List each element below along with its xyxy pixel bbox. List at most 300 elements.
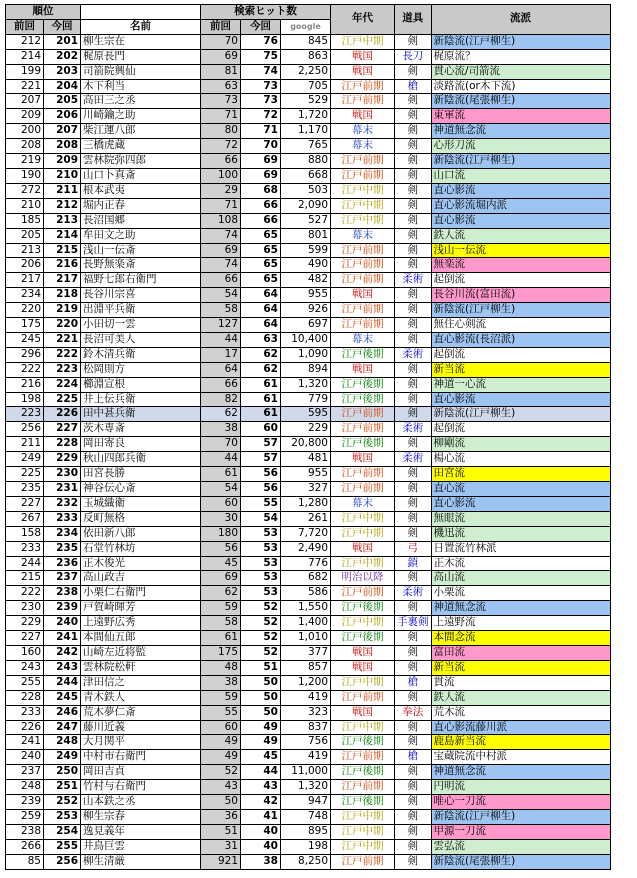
cell-google-hits: 261 [281,511,331,526]
table-row [6,273,611,288]
cell-name: 小栗仁右衛門 [81,586,201,601]
cell-school: 神道無念流 [431,765,610,780]
table-row [6,154,611,169]
cell-curr-rank: 222 [44,347,81,362]
cell-google-hits: 926 [281,303,331,318]
cell-curr-hits: 53 [241,571,281,586]
cell-school: 楊心流 [431,452,610,467]
cell-prev-rank: 226 [6,720,44,735]
cell-prev-rank: 211 [6,437,44,452]
cell-google-hits: 586 [281,586,331,601]
cell-era: 江戸後期 [331,735,395,750]
cell-prev-rank: 206 [6,258,44,273]
cell-weapon: 槍 [395,79,432,94]
cell-weapon: 拳法 [395,705,432,720]
cell-weapon: 剣 [395,64,432,79]
cell-google-hits: 229 [281,422,331,437]
cell-era: 江戸前期 [331,854,395,869]
cell-google-hits: 1,010 [281,631,331,646]
cell-school: 新陰流(尾張柳生) [431,854,610,869]
cell-prev-rank: 214 [6,49,44,64]
cell-name: 雲林院弥四郎 [81,154,201,169]
cell-name: 岡田寄良 [81,437,201,452]
cell-school: 無眼流 [431,511,610,526]
cell-google-hits: 198 [281,839,331,854]
table-row [6,511,611,526]
cell-prev-hits: 69 [201,49,241,64]
cell-prev-hits: 58 [201,303,241,318]
cell-prev-hits: 58 [201,616,241,631]
cell-era: 江戸後期 [331,392,395,407]
table-row [6,705,611,720]
cell-school: 新陰流(江戸柳生) [431,154,610,169]
cell-era: 江戸中期 [331,616,395,631]
cell-google-hits: 880 [281,154,331,169]
cell-name: 雲林院松軒 [81,660,201,675]
cell-weapon: 剣 [395,496,432,511]
cell-prev-rank: 199 [6,64,44,79]
cell-prev-hits: 38 [201,675,241,690]
cell-prev-hits: 56 [201,541,241,556]
cell-school: 無楽流 [431,258,610,273]
cell-curr-rank: 214 [44,228,81,243]
cell-curr-rank: 215 [44,243,81,258]
cell-google-hits: 857 [281,660,331,675]
cell-school: 荒木流 [431,705,610,720]
cell-prev-rank: 243 [6,660,44,675]
cell-school: 直心影流堀内派 [431,198,610,213]
cell-prev-rank: 237 [6,765,44,780]
cell-name: 山崎左近将監 [81,645,201,660]
cell-curr-hits: 55 [241,496,281,511]
cell-google-hits: 529 [281,94,331,109]
cell-prev-rank: 213 [6,243,44,258]
cell-curr-rank: 252 [44,795,81,810]
table-row [6,303,611,318]
cell-prev-hits: 74 [201,258,241,273]
cell-era: 江戸中期 [331,213,395,228]
cell-prev-hits: 71 [201,198,241,213]
cell-era: 江戸後期 [331,377,395,392]
cell-weapon: 剣 [395,109,432,124]
table-row [6,795,611,810]
cell-weapon: 剣 [395,809,432,824]
header-era: 年代 [331,5,395,35]
cell-era: 戦国 [331,705,395,720]
cell-curr-hits: 50 [241,705,281,720]
cell-name: 田宮長勝 [81,467,201,482]
cell-school: 新陰流(江戸柳生) [431,407,610,422]
cell-curr-rank: 239 [44,601,81,616]
cell-curr-rank: 247 [44,720,81,735]
cell-name: 柴江運八郎 [81,124,201,139]
cell-curr-hits: 73 [241,94,281,109]
table-row [6,407,611,422]
cell-school: 起倒流 [431,273,610,288]
cell-prev-hits: 60 [201,720,241,735]
cell-era: 江戸前期 [331,318,395,333]
cell-google-hits: 327 [281,482,331,497]
cell-curr-hits: 62 [241,347,281,362]
cell-curr-rank: 218 [44,288,81,303]
cell-prev-hits: 80 [201,124,241,139]
cell-prev-rank: 185 [6,213,44,228]
header-google: google [281,19,331,34]
cell-era: 江戸後期 [331,347,395,362]
cell-google-hits: 490 [281,258,331,273]
cell-curr-hits: 65 [241,258,281,273]
cell-google-hits: 668 [281,168,331,183]
cell-name: 青木鉄人 [81,690,201,705]
cell-name: 出淵平兵衛 [81,303,201,318]
cell-curr-rank: 202 [44,49,81,64]
cell-curr-hits: 43 [241,780,281,795]
cell-curr-hits: 56 [241,467,281,482]
cell-name: 竹村与右衛門 [81,780,201,795]
cell-era: 江戸後期 [331,437,395,452]
table-row [6,496,611,511]
cell-curr-hits: 53 [241,556,281,571]
cell-weapon: 剣 [395,124,432,139]
cell-google-hits: 779 [281,392,331,407]
cell-prev-rank: 245 [6,332,44,347]
cell-weapon: 剣 [395,511,432,526]
cell-google-hits: 20,800 [281,437,331,452]
cell-google-hits: 756 [281,735,331,750]
table-row [6,109,611,124]
cell-name: 田中甚兵衛 [81,407,201,422]
cell-weapon: 剣 [395,303,432,318]
cell-name: 高山政吉 [81,571,201,586]
cell-curr-rank: 212 [44,198,81,213]
cell-era: 江戸前期 [331,94,395,109]
cell-era: 江戸前期 [331,482,395,497]
cell-prev-hits: 100 [201,168,241,183]
cell-curr-rank: 229 [44,452,81,467]
cell-weapon: 剣 [395,258,432,273]
cell-school: 機迅流 [431,526,610,541]
cell-prev-hits: 81 [201,64,241,79]
cell-curr-rank: 244 [44,675,81,690]
cell-prev-hits: 82 [201,392,241,407]
cell-school: 直心影流 [431,183,610,198]
cell-prev-rank: 222 [6,362,44,377]
cell-prev-hits: 70 [201,437,241,452]
cell-curr-rank: 256 [44,854,81,869]
table-row [6,780,611,795]
cell-name: 牟田文之助 [81,228,201,243]
cell-weapon: 剣 [395,34,432,49]
cell-prev-rank: 233 [6,541,44,556]
cell-curr-rank: 242 [44,645,81,660]
cell-curr-rank: 232 [44,496,81,511]
cell-curr-rank: 211 [44,183,81,198]
cell-prev-rank: 256 [6,422,44,437]
table-row [6,228,611,243]
cell-name: 山口卜真斎 [81,168,201,183]
cell-prev-rank: 235 [6,482,44,497]
cell-school: 田宮流 [431,467,610,482]
cell-name: 高田三之丞 [81,94,201,109]
cell-school: 貫心流/司箭流 [431,64,610,79]
cell-school: 新当流 [431,362,610,377]
cell-school: 直心影流 [431,392,610,407]
cell-google-hits: 1,320 [281,780,331,795]
cell-curr-rank: 245 [44,690,81,705]
cell-google-hits: 1,400 [281,616,331,631]
cell-prev-hits: 51 [201,824,241,839]
cell-era: 幕末 [331,332,395,347]
table-row [6,720,611,735]
cell-google-hits: 419 [281,690,331,705]
cell-google-hits: 955 [281,467,331,482]
cell-curr-hits: 68 [241,183,281,198]
cell-prev-hits: 71 [201,109,241,124]
cell-prev-rank: 227 [6,631,44,646]
cell-era: 江戸中期 [331,511,395,526]
cell-school: 小栗流 [431,586,610,601]
cell-era: 江戸中期 [331,824,395,839]
cell-google-hits: 481 [281,452,331,467]
cell-prev-rank: 205 [6,228,44,243]
cell-name: 三橋虎蔵 [81,139,201,154]
cell-prev-rank: 267 [6,511,44,526]
cell-curr-rank: 230 [44,467,81,482]
cell-curr-hits: 45 [241,750,281,765]
cell-prev-hits: 50 [201,795,241,810]
header-curr-rank: 今回 [44,19,81,34]
cell-google-hits: 895 [281,824,331,839]
cell-curr-hits: 52 [241,601,281,616]
cell-curr-rank: 220 [44,318,81,333]
cell-weapon: 剣 [395,139,432,154]
cell-curr-rank: 203 [44,64,81,79]
cell-weapon: 剣 [395,154,432,169]
header-prev-hits: 前回 [201,19,241,34]
cell-curr-hits: 40 [241,824,281,839]
cell-name: 正木俊光 [81,556,201,571]
cell-era: 戦国 [331,49,395,64]
cell-weapon: 剣 [395,839,432,854]
cell-prev-hits: 17 [201,347,241,362]
cell-name: 藤川近義 [81,720,201,735]
cell-curr-hits: 73 [241,79,281,94]
cell-curr-hits: 52 [241,631,281,646]
cell-name: 井鳥巨雲 [81,839,201,854]
cell-prev-rank: 198 [6,392,44,407]
cell-school: 新陰流(江戸柳生) [431,303,610,318]
cell-prev-hits: 54 [201,288,241,303]
cell-curr-hits: 61 [241,377,281,392]
cell-prev-hits: 60 [201,496,241,511]
cell-school: 上遠野流 [431,616,610,631]
cell-prev-hits: 49 [201,735,241,750]
cell-google-hits: 482 [281,273,331,288]
cell-prev-hits: 66 [201,154,241,169]
cell-era: 幕末 [331,139,395,154]
cell-school: 円明流 [431,780,610,795]
cell-weapon: 剣 [395,571,432,586]
cell-name: 反町無格 [81,511,201,526]
cell-curr-hits: 72 [241,109,281,124]
cell-prev-rank: 222 [6,586,44,601]
cell-curr-hits: 64 [241,303,281,318]
cell-curr-rank: 237 [44,571,81,586]
cell-google-hits: 377 [281,645,331,660]
cell-google-hits: 527 [281,213,331,228]
cell-era: 幕末 [331,496,395,511]
cell-google-hits: 1,200 [281,675,331,690]
cell-curr-rank: 251 [44,780,81,795]
cell-weapon: 剣 [395,720,432,735]
cell-name: 逸見義年 [81,824,201,839]
cell-prev-rank: 160 [6,645,44,660]
cell-curr-rank: 216 [44,258,81,273]
cell-school: 浅山一伝流 [431,243,610,258]
cell-weapon: 剣 [395,198,432,213]
cell-name: 玉城織衛 [81,496,201,511]
table-row [6,526,611,541]
cell-prev-rank: 249 [6,452,44,467]
cell-curr-hits: 44 [241,765,281,780]
cell-prev-hits: 73 [201,94,241,109]
cell-curr-hits: 76 [241,34,281,49]
cell-school: 起倒流 [431,422,610,437]
cell-curr-hits: 56 [241,482,281,497]
cell-google-hits: 7,720 [281,526,331,541]
cell-weapon: 剣 [395,482,432,497]
cell-curr-hits: 52 [241,616,281,631]
cell-name: 梶原長門 [81,49,201,64]
cell-google-hits: 1,170 [281,124,331,139]
cell-google-hits: 1,550 [281,601,331,616]
cell-era: 戦国 [331,452,395,467]
cell-prev-hits: 55 [201,705,241,720]
cell-weapon: 槍 [395,750,432,765]
header-name: 名前 [81,19,201,34]
cell-curr-rank: 205 [44,94,81,109]
cell-name: 小田切一雲 [81,318,201,333]
cell-curr-rank: 255 [44,839,81,854]
cell-weapon: 剣 [395,601,432,616]
table-row [6,124,611,139]
cell-school: 新当流 [431,660,610,675]
cell-era: 江戸前期 [331,154,395,169]
cell-name: 秋山四郎兵衛 [81,452,201,467]
cell-prev-hits: 66 [201,377,241,392]
cell-curr-hits: 65 [241,228,281,243]
cell-curr-hits: 57 [241,452,281,467]
cell-weapon: 剣 [395,467,432,482]
cell-school: 鹿島新当流 [431,735,610,750]
cell-era: 江戸前期 [331,422,395,437]
table-row [6,765,611,780]
cell-weapon: 剣 [395,660,432,675]
cell-era: 江戸中期 [331,556,395,571]
cell-curr-rank: 213 [44,213,81,228]
cell-prev-hits: 62 [201,586,241,601]
cell-era: 江戸中期 [331,198,395,213]
cell-name: 石堂竹林坊 [81,541,201,556]
cell-era: 江戸中期 [331,183,395,198]
table-row [6,94,611,109]
cell-prev-hits: 44 [201,332,241,347]
cell-google-hits: 697 [281,318,331,333]
cell-curr-rank: 223 [44,362,81,377]
cell-curr-hits: 66 [241,198,281,213]
cell-school: 直心影流(長沼派) [431,332,610,347]
cell-curr-hits: 50 [241,675,281,690]
cell-google-hits: 2,490 [281,541,331,556]
cell-curr-hits: 65 [241,273,281,288]
cell-curr-rank: 235 [44,541,81,556]
cell-prev-rank: 248 [6,780,44,795]
cell-weapon: 剣 [395,824,432,839]
cell-curr-hits: 50 [241,690,281,705]
cell-name: 根本武夷 [81,183,201,198]
cell-google-hits: 955 [281,288,331,303]
cell-weapon: 剣 [395,735,432,750]
cell-prev-rank: 228 [6,690,44,705]
cell-google-hits: 1,320 [281,377,331,392]
cell-name: 鈴木清兵衛 [81,347,201,362]
cell-google-hits: 2,090 [281,198,331,213]
table-row [6,79,611,94]
cell-curr-hits: 53 [241,541,281,556]
cell-curr-rank: 250 [44,765,81,780]
table-row [6,347,611,362]
cell-prev-hits: 74 [201,228,241,243]
cell-prev-hits: 48 [201,660,241,675]
cell-weapon: 剣 [395,228,432,243]
cell-prev-rank: 238 [6,824,44,839]
table-row [6,392,611,407]
cell-era: 幕末 [331,228,395,243]
cell-name: 岡田吉貞 [81,765,201,780]
cell-era: 江戸後期 [331,631,395,646]
cell-era: 江戸前期 [331,750,395,765]
table-row [6,660,611,675]
cell-name: 松岡則方 [81,362,201,377]
cell-curr-hits: 74 [241,64,281,79]
cell-weapon: 剣 [395,183,432,198]
header-school: 流派 [431,5,610,35]
cell-prev-hits: 175 [201,645,241,660]
table-row [6,183,611,198]
cell-weapon: 剣 [395,645,432,660]
cell-name: 長沼国郷 [81,213,201,228]
cell-weapon: 柔術 [395,452,432,467]
cell-curr-rank: 254 [44,824,81,839]
cell-school: 無住心剣流 [431,318,610,333]
cell-google-hits: 323 [281,705,331,720]
table-row [6,690,611,705]
cell-school: 淡路流(or木下流) [431,79,610,94]
cell-prev-hits: 70 [201,34,241,49]
cell-google-hits: 837 [281,720,331,735]
cell-prev-hits: 59 [201,601,241,616]
cell-name: 福野七郎右衛門 [81,273,201,288]
cell-prev-hits: 38 [201,422,241,437]
table-row [6,362,611,377]
cell-era: 江戸前期 [331,168,395,183]
table-row [6,377,611,392]
cell-era: 江戸前期 [331,243,395,258]
cell-curr-hits: 64 [241,318,281,333]
cell-school: 山口流 [431,168,610,183]
cell-era: 戦国 [331,109,395,124]
cell-school: 貫流 [431,675,610,690]
